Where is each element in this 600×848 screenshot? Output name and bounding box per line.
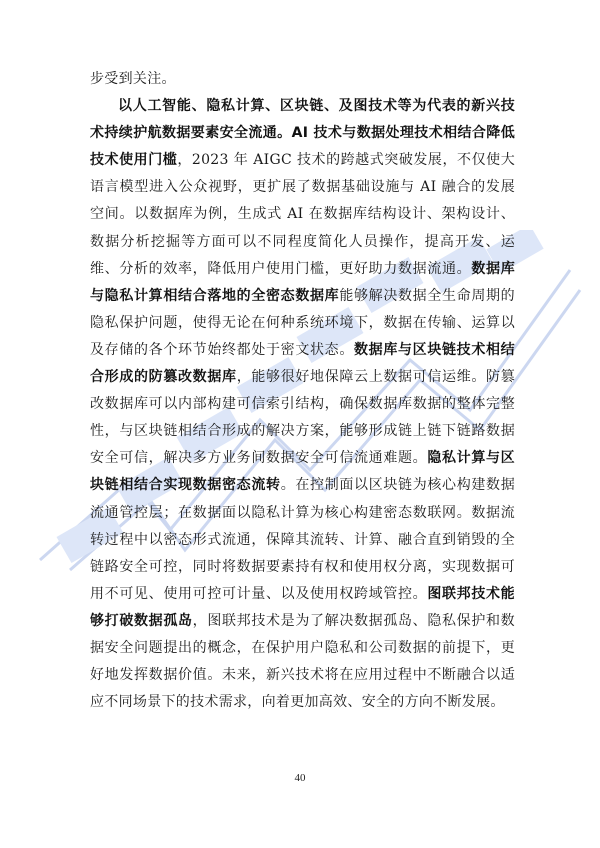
bold-graph-federation: 图联邦技术能够打破数据孤岛: [90, 585, 515, 629]
text-graph-federation: ，图联邦技术是为了解决数据孤岛、隐私保护和数据安全问题提出的概念，在保护用户隐私和公司数据的前提下，更好地发挥数据价值。未来，新兴技术将在应用过程中不断融合以适应不同场景下的技术需求，向着更加高效、安全的方向不断发展。: [90, 612, 515, 711]
bold-ai-database: AI 技术与数据处理技术相结合降低技术使用门槛: [90, 125, 515, 169]
page-number: 40: [294, 772, 306, 784]
bold-privacy-blockchain: 隐私计算与区块链相结合实现数据密态流转: [90, 450, 515, 494]
bold-intro: 以人工智能、隐私计算、区块链、及图技术等为代表的新兴技术持续护航数据要素安全流通。: [90, 98, 515, 142]
paragraph-continuation: 步受到关注。: [90, 71, 176, 87]
text-tamperproof-database: ，能够很好地保障云上数据可信运维。防篡改数据库可以内部构建可信索引结构，确保数据库数据的整体完整性，与区块链相结合形成的解决方案，能够形成链上链下链路数据安全可信，解决多方业务间数据安全可信流通难题。: [90, 369, 516, 467]
text-privacy-blockchain: 。在控制面以区块链为核心构建数据流通管控层；在数据面以隐私计算为核心构建密态数联网。数据流转过程中以密态形式流通，保障其流转、计算、融合直到销毁的全链路安全可控，同时将数据要素持有权和使用权分离，实现数据可用不可见、使用可控可计量、以及使用权跨域管控。: [90, 477, 515, 602]
text-encrypted-database: 能够解决数据全生命周期的隐私保护问题，使得无论在何种系统环境下，数据在传输、运算以及存储的各个环节始终都处于密文状态。: [90, 287, 515, 358]
body-text: [90, 66, 515, 716]
paragraph-emerging-tech: [90, 93, 515, 716]
bold-tamperproof-database: 数据库与区块链技术相结合形成的防篡改数据库: [90, 341, 515, 386]
bold-encrypted-database: 数据库与隐私计算相结合落地的全密态数据库: [90, 260, 515, 304]
text-ai-database: ，2023 年 AIGC 技术的跨越式突破发展，不仅使大语言模型进入公众视野，更扩展了数据基础设施与 AI 融合的发展空间。以数据库为例，生成式 AI 在数据库结构设计、架构设计、数据分析挖掘等方面可以不同程度简化人员操作，提高开发、运维、分析的效率，降低用户使用门槛，更好助力数据流通。: [90, 152, 515, 277]
